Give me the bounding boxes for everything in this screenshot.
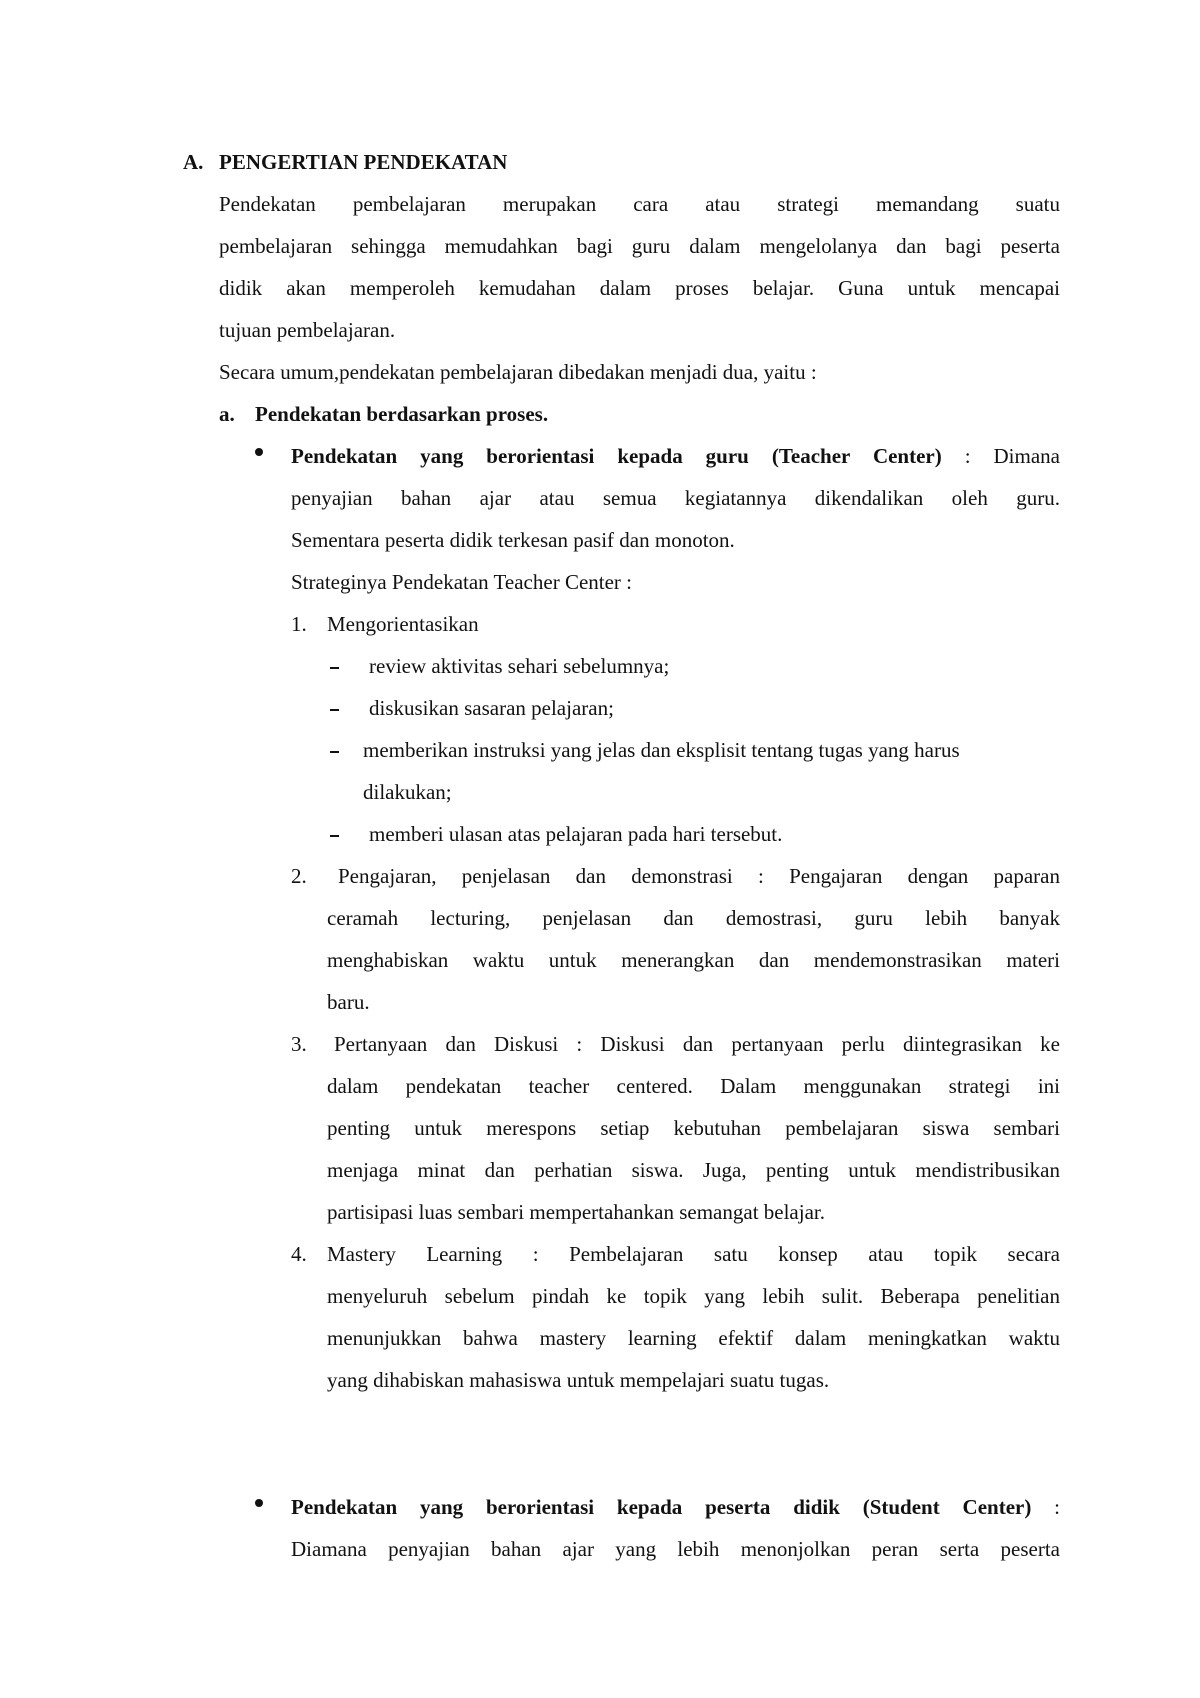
student-center-rest: :	[1031, 1495, 1060, 1519]
teacher-center-rest: : Dimana	[941, 444, 1060, 468]
list-marker: 1.	[291, 612, 307, 636]
item2-line: menghabiskan waktu untuk menerangkan dan mendemonstrasikan materi	[327, 948, 1060, 972]
dash-icon	[330, 835, 339, 837]
general-line: Secara umum,pendekatan pembelajaran dibedakan menjadi dua, yaitu :	[219, 360, 817, 384]
item3-line: Pertanyaan dan Diskusi : Diskusi dan pertanyaan perlu diintegrasikan ke	[334, 1032, 1060, 1056]
subsection-title: Pendekatan berdasarkan proses.	[255, 402, 549, 426]
section-title: PENGERTIAN PENDEKATAN	[219, 150, 508, 174]
bullet-icon	[255, 1499, 263, 1507]
dash-icon	[330, 667, 339, 669]
dash-icon	[330, 709, 339, 711]
item3-line: penting untuk merespons setiap kebutuhan pembelajaran siswa sembari	[327, 1116, 1060, 1140]
dash-item: review aktivitas sehari sebelumnya;	[369, 654, 670, 678]
item4-line: yang dihabiskan mahasiswa untuk mempelajari suatu tugas.	[327, 1368, 830, 1392]
bullet-icon	[255, 448, 263, 456]
dash-item: diskusikan sasaran pelajaran;	[369, 696, 614, 720]
teacher-center-title: Pendekatan yang berorientasi kepada guru (Teacher Center)	[291, 444, 942, 468]
subsection-marker: a.	[219, 402, 235, 426]
dash-item-continued: dilakukan;	[363, 780, 452, 804]
item3-line: menjaga minat dan perhatian siswa. Juga, penting untuk mendistribusikan	[327, 1158, 1060, 1182]
item2-line: baru.	[327, 990, 370, 1014]
item2-line: Pengajaran, penjelasan dan demonstrasi : Pengajaran dengan paparan	[338, 864, 1060, 888]
teacher-line: Sementara peserta didik terkesan pasif dan monoton.	[291, 528, 735, 552]
teacher-center-first-line	[291, 442, 1060, 470]
student-line: Diamana penyajian bahan ajar yang lebih menonjolkan peran serta peserta	[291, 1537, 1060, 1561]
list-marker: 3.	[291, 1032, 307, 1056]
dash-item: memberikan instruksi yang jelas dan eksplisit tentang tugas yang harus	[363, 738, 960, 762]
intro-line: pembelajaran sehingga memudahkan bagi guru dalam mengelolanya dan bagi peserta	[219, 234, 1060, 258]
student-center-first-line	[291, 1493, 1060, 1521]
list-marker: 4.	[291, 1242, 307, 1266]
list-marker: 2.	[291, 864, 307, 888]
intro-line: didik akan memperoleh kemudahan dalam proses belajar. Guna untuk mencapai	[219, 276, 1060, 300]
teacher-line: penyajian bahan ajar atau semua kegiatannya dikendalikan oleh guru.	[291, 486, 1060, 510]
item3-line: dalam pendekatan teacher centered. Dalam menggunakan strategi ini	[327, 1074, 1060, 1098]
strategy-title: Strateginya Pendekatan Teacher Center :	[291, 570, 633, 594]
intro-line: tujuan pembelajaran.	[219, 318, 396, 342]
item2-line: ceramah lecturing, penjelasan dan demostrasi, guru lebih banyak	[327, 906, 1060, 930]
item4-line: menunjukkan bahwa mastery learning efektif dalam meningkatkan waktu	[327, 1326, 1060, 1350]
item3-line: partisipasi luas sembari mempertahankan semangat belajar.	[327, 1200, 825, 1224]
section-marker: A.	[183, 150, 204, 174]
item4-line: Mastery Learning : Pembelajaran satu konsep atau topik secara	[327, 1242, 1060, 1266]
intro-line: Pendekatan pembelajaran merupakan cara atau strategi memandang suatu	[219, 192, 1060, 216]
dash-item: memberi ulasan atas pelajaran pada hari tersebut.	[369, 822, 783, 846]
item1-title: Mengorientasikan	[327, 612, 479, 636]
student-center-title: Pendekatan yang berorientasi kepada peserta didik (Student Center)	[291, 1495, 1032, 1519]
item4-line: menyeluruh sebelum pindah ke topik yang lebih sulit. Beberapa penelitian	[327, 1284, 1060, 1308]
dash-icon	[330, 751, 339, 753]
